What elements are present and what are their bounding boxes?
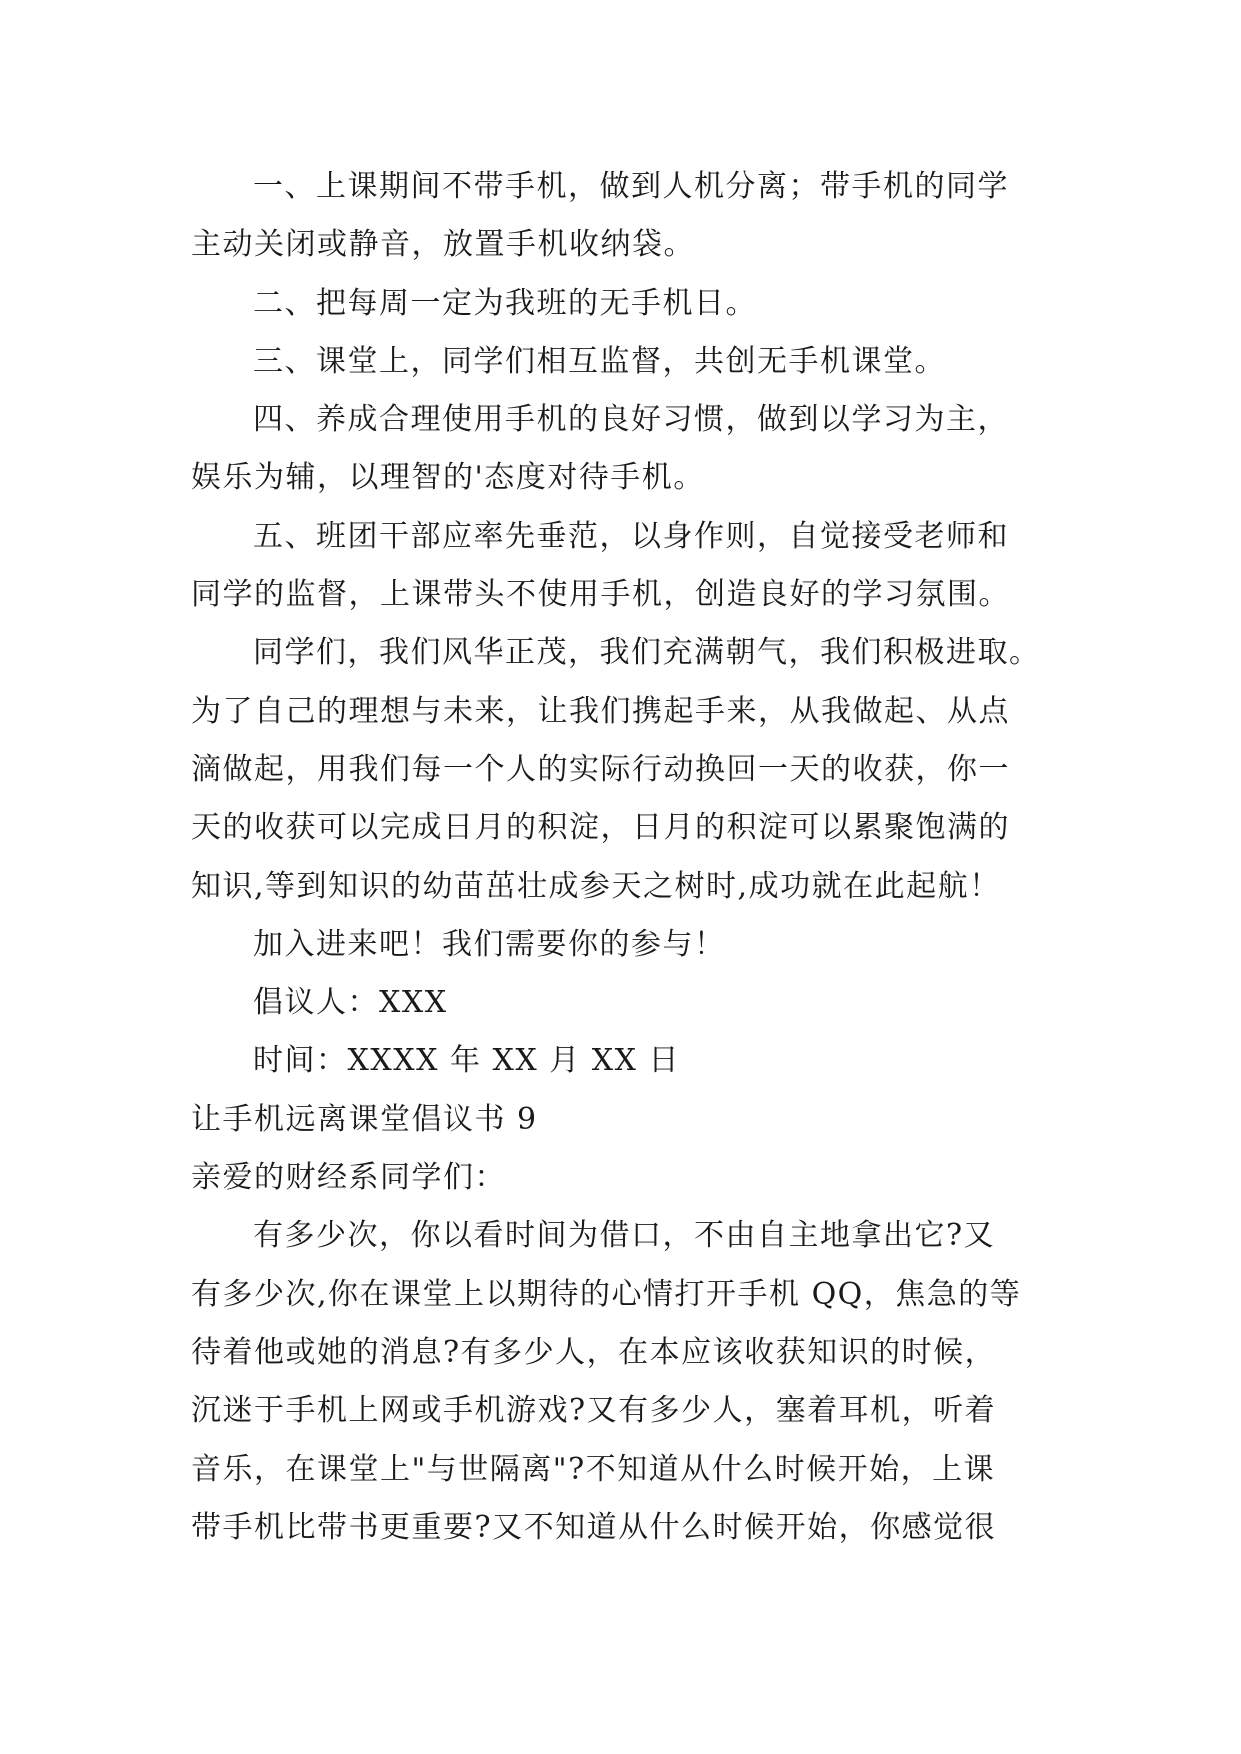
text-line: 娱乐为辅，以理智的'态度对待手机。 (191, 460, 705, 496)
paragraph (191, 391, 1061, 508)
text-line: 带手机比带书更重要?又不知道从什么时候开始，你感觉很 (191, 1509, 997, 1545)
paragraph (191, 624, 1061, 915)
text-line: 为了自己的理想与未来，让我们携起手来，从我做起、从点 (191, 693, 1010, 729)
paragraph (191, 333, 1061, 391)
text-line: 让手机远离课堂倡议书 9 (191, 1101, 538, 1137)
text-line: 四、养成合理使用手机的良好习惯，做到以学习为主， (253, 402, 1009, 438)
document-body (191, 158, 1061, 1557)
text-line: 二、把每周一定为我班的无手机日。 (253, 285, 757, 321)
text-line: 待着他或她的消息?有多少人，在本应该收获知识的时候， (191, 1334, 997, 1370)
text-line: 沉迷于手机上网或手机游戏?又有多少人，塞着耳机，听着 (191, 1393, 997, 1429)
text-line: 五、班团干部应率先垂范，以身作则，自觉接受老师和 (253, 518, 1009, 554)
paragraph (191, 1149, 1061, 1207)
text-line: 主动关闭或静音，放置手机收纳袋。 (191, 227, 695, 263)
text-line: 三、课堂上，同学们相互监督，共创无手机课堂。 (253, 343, 946, 379)
paragraph (191, 1091, 1061, 1149)
paragraph (191, 158, 1061, 275)
text-line: 时间：XXXX 年 XX 月 XX 日 (253, 1043, 681, 1079)
text-line: 加入进来吧！我们需要你的参与！ (253, 926, 726, 962)
paragraph (191, 916, 1061, 974)
text-line: 有多少次，你以看时间为借口，不由自主地拿出它?又 (253, 1218, 996, 1254)
text-line: 同学的监督，上课带头不使用手机，创造良好的学习氛围。 (191, 577, 1010, 613)
paragraph (191, 1207, 1061, 1557)
paragraph (191, 508, 1061, 625)
text-line: 知识,等到知识的幼苗茁壮成参天之树时,成功就在此起航！ (191, 868, 1001, 904)
paragraph (191, 974, 1061, 1032)
text-line: 亲爱的财经系同学们： (191, 1160, 506, 1196)
text-line: 同学们，我们风华正茂，我们充满朝气，我们积极进取。 (253, 635, 1041, 671)
text-line: 有多少次,你在课堂上以期待的心情打开手机 QQ，焦急的等 (191, 1276, 1022, 1312)
paragraph (191, 275, 1061, 333)
text-line: 天的收获可以完成日月的积淀，日月的积淀可以累聚饱满的 (191, 810, 1010, 846)
text-line: 一、上课期间不带手机，做到人机分离；带手机的同学 (253, 169, 1009, 204)
text-line: 滴做起，用我们每一个人的实际行动换回一天的收获，你一 (191, 751, 1010, 787)
paragraph (191, 1032, 1061, 1090)
text-line: 倡议人：XXX (253, 985, 448, 1021)
text-line: 音乐，在课堂上"与世隔离"?不知道从什么时候开始，上课 (191, 1451, 996, 1487)
